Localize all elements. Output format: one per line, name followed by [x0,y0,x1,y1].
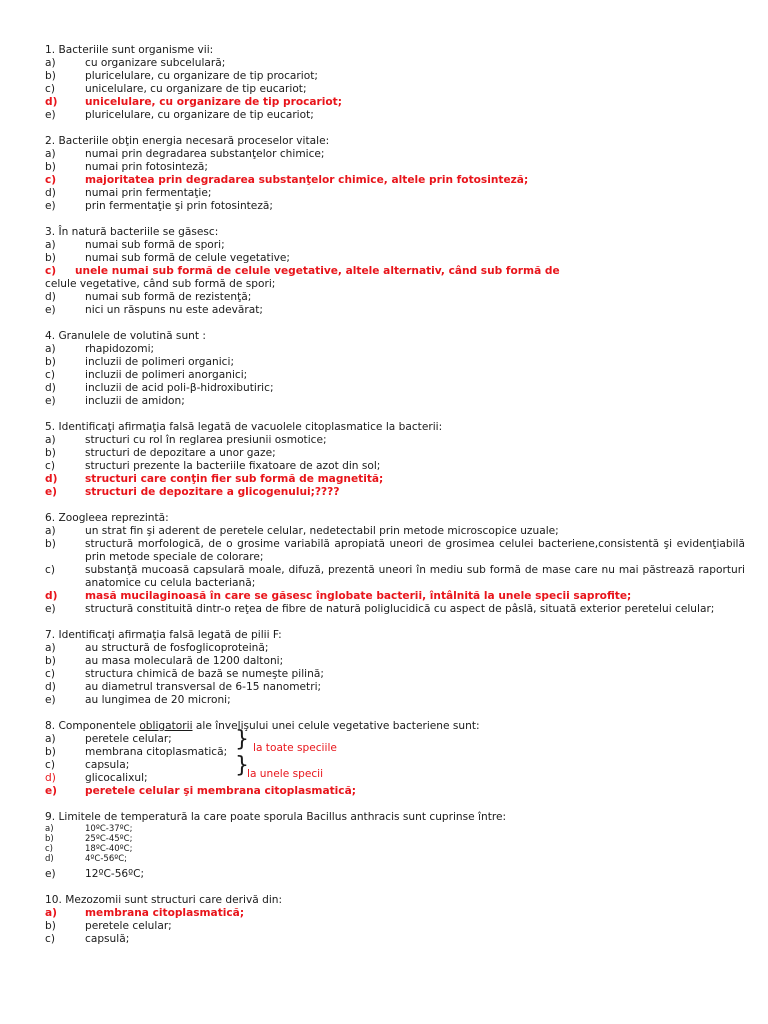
correct-option: a) membrana citoplasmatică; [45,907,245,919]
question-4 [45,330,745,408]
option: c) capsula; [45,759,130,771]
question-title: 2. Bacteriile obţin energia necesară proceselor vitale: [45,135,330,147]
correct-option: e) peretele celular şi membrana citoplasmatică; [45,785,356,797]
option: a) 10ºC-37ºC; [45,824,133,834]
option: b) peretele celular; [45,920,172,932]
brace-icon: } [235,753,249,778]
option: e) incluzii de amidon; [45,395,185,407]
option: a) numai sub formă de spori; [45,239,225,251]
option: a) au structură de fosfoglicoproteină; [45,642,269,654]
question-5 [45,421,745,499]
question-title: 6. Zoogleea reprezintă: [45,512,169,524]
option: b) au masa moleculară de 1200 daltoni; [45,655,284,667]
option: b) membrana citoplasmatică; [45,746,228,758]
option: d) au diametrul transversal de 6-15 nanometri; [45,681,322,693]
question-2 [45,135,745,213]
question-title: 1. Bacteriile sunt organisme vii: [45,44,214,56]
option: a) numai prin degradarea substanţelor chimice; [45,148,325,160]
option: c) unicelulare, cu organizare de tip eucariot; [45,83,307,95]
brace-icon: } [235,727,249,752]
option: b) pluricelulare, cu organizare de tip procariot; [45,70,318,82]
question-1 [45,44,745,122]
option: b) 25ºC-45ºC; [45,834,133,844]
option: b) numai sub formă de celule vegetative; [45,252,291,264]
question-title: 8. Componentele obligatorii ale învelişului unei celule vegetative bacteriene sunt: [45,720,480,732]
option: d) glicocalixul; [45,772,148,784]
question-title: 7. Identificaţi afirmaţia falsă legată de pilii F: [45,629,282,641]
option: c) 18ºC-40ºC; [45,844,133,854]
option: b) incluzii de polimeri organici; [45,356,235,368]
annotation-some-species: la unele specii [247,768,324,780]
option: e) nici un răspuns nu este adevărat; [45,304,263,316]
correct-option: d) masă mucilaginoasă în care se găsesc înglobate bacterii, întâlnită la unele specii saprofite; [45,590,632,602]
option: e) prin fermentaţie şi prin fotosinteză; [45,200,273,212]
correct-option: c) unele numai sub formă de celule vegetative, altele alternativ, când sub formă de [45,265,560,277]
question-title: 4. Granulele de volutină sunt : [45,330,206,342]
question-title: 10. Mezozomii sunt structuri care derivă din: [45,894,283,906]
question-9 [45,811,745,881]
correct-option: e) structuri de depozitare a glicogenului;???? [45,486,340,498]
option: d) numai sub formă de rezistenţă; [45,291,252,303]
document [45,44,745,959]
option: a) cu organizare subcelulară; [45,57,226,69]
option: b) numai prin fotosinteză; [45,161,208,173]
option: a) peretele celular; [45,733,172,745]
option: c) capsulă; [45,933,130,945]
option: a) rhapidozomi; [45,343,155,355]
option: d) incluzii de acid poli-β-hidroxibutiric; [45,382,274,394]
option: c) substanţă mucoasă capsulară moale, difuză, prezentă uneori în mediu sub formă de mase care nu mai păstrează raporturi anatomice cu celula bacteriană; [45,564,745,589]
option: b) structură morfologică, de o grosime variabilă apropiată uneori de grosimea celulei bacteriene,consistentă şi evidenţiabilă prin metode speciale de colorare; [45,538,745,563]
annotation-all-species: la toate speciile [253,742,337,754]
question-3 [45,226,745,317]
question-10 [45,894,745,946]
option: c) structura chimică de bază se numeşte pilină; [45,668,324,680]
option-continuation: celule vegetative, când sub formă de spori; [45,278,276,290]
option: e) 12ºC-56ºC; [45,868,145,880]
option: d) 4ºC-56ºC; [45,854,128,864]
option: d) numai prin fermentaţie; [45,187,212,199]
option: e) au lungimea de 20 microni; [45,694,231,706]
option: e) pluricelulare, cu organizare de tip eucariot; [45,109,314,121]
question-title: 9. Limitele de temperatură la care poate sporula Bacillus anthracis sunt cuprinse între: [45,811,507,823]
question-6 [45,512,745,616]
question-title: 5. Identificaţi afirmaţia falsă legată de vacuolele citoplasmatice la bacterii: [45,421,443,433]
option: e) structură constituită dintr-o reţea de fibre de natură poliglucidică cu aspect de pâslă, situată exterior peretelui celular; [45,603,715,615]
correct-option: c) majoritatea prin degradarea substanţelor chimice, altele prin fotosinteză; [45,174,529,186]
question-8 [45,720,745,798]
option: a) structuri cu rol în reglarea presiunii osmotice; [45,434,327,446]
question-7 [45,629,745,707]
correct-option: d) unicelulare, cu organizare de tip procariot; [45,96,342,108]
correct-option: d) structuri care conţin fier sub formă de magnetită; [45,473,384,485]
option: c) structuri prezente la bacteriile fixatoare de azot din sol; [45,460,381,472]
option: b) structuri de depozitare a unor gaze; [45,447,276,459]
option: c) incluzii de polimeri anorganici; [45,369,248,381]
option: a) un strat fin şi aderent de peretele celular, nedetectabil prin metode microscopice uzuale; [45,525,559,537]
question-title: 3. În natură bacteriile se găsesc: [45,226,219,238]
